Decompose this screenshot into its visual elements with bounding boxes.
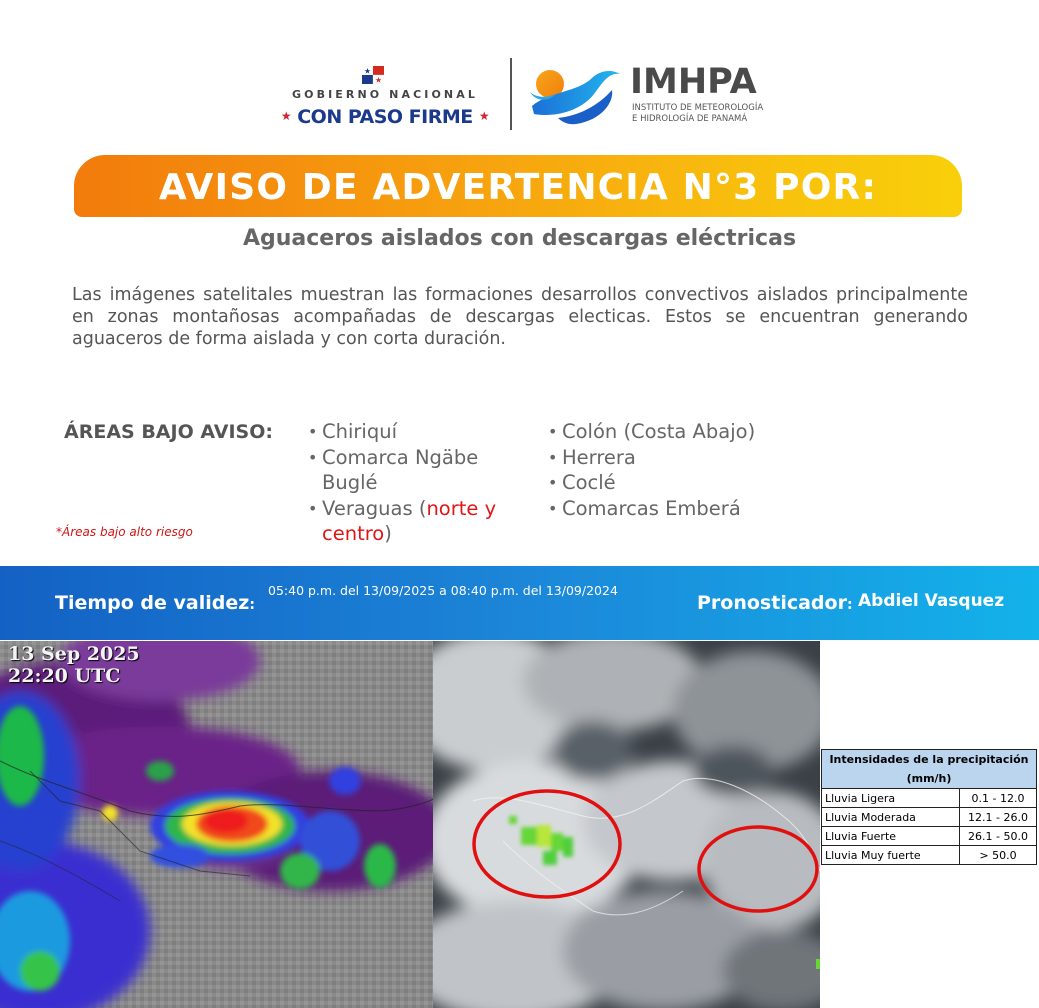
- warning-banner: [74, 155, 962, 217]
- gobierno-nacional-logo: [276, 64, 494, 128]
- imhpa-name: IMHPA: [630, 62, 757, 102]
- legend-label: Lluvia Ligera: [822, 789, 960, 808]
- gov-line2: [276, 106, 494, 128]
- legend-header-row: [822, 750, 1037, 789]
- legend-row: [822, 846, 1037, 865]
- gov-line1: GOBIERNO NACIONAL: [292, 88, 478, 101]
- warning-title: AVISO DE ADVERTENCIA N°3 POR:: [158, 167, 878, 208]
- warning-subtitle: Aguaceros aislados con descargas eléctricas: [242, 226, 797, 251]
- star-icon: ★: [478, 109, 490, 123]
- precipitation-legend: [821, 749, 1037, 865]
- validity-value: 05:40 p.m. del 13/09/2025 a 08:40 p.m. del 13/09/2024: [268, 583, 618, 598]
- satellite-date: 13 Sep 2025: [8, 643, 140, 665]
- area-item: • Chiriquí: [308, 419, 523, 445]
- legend-label: Lluvia Moderada: [822, 808, 960, 827]
- legend-row: [822, 827, 1037, 846]
- validity-strip: [0, 566, 1039, 640]
- area-item: • Colón (Costa Abajo): [548, 419, 788, 445]
- warning-description: Las imágenes satelitales muestran las formaciones desarrollos convectivos aislados principalmente en zonas montañosas acompañadas de descargas electicas. Estos se encuentran generando aguaceros de forma aislada y con corta duración.: [72, 285, 968, 349]
- forecaster-name: Abdiel Vasquez: [858, 591, 1005, 611]
- legend-range: 12.1 - 26.0: [960, 808, 1037, 827]
- gov-slogan: CON PASO FIRME: [297, 106, 473, 128]
- legend-label: Lluvia Muy fuerte: [822, 846, 960, 865]
- logo-divider: [510, 58, 512, 130]
- area-item: • Comarcas Emberá: [548, 496, 788, 522]
- veraguas-close: ): [384, 522, 392, 545]
- star-icon: ★: [280, 109, 292, 123]
- area-item-veraguas: [308, 496, 523, 547]
- legend-label: Lluvia Fuerte: [822, 827, 960, 846]
- areas-list-2: [548, 419, 788, 521]
- visible-satellite-map: [433, 641, 820, 1008]
- legend-range: > 50.0: [960, 846, 1037, 865]
- imhpa-sub-line1: INSTITUTO DE METEOROLOGÍA: [632, 103, 764, 113]
- satellite-visible-image: [433, 641, 820, 1008]
- panama-flag-icon: [362, 66, 384, 84]
- veraguas-text: Veraguas (: [322, 496, 427, 520]
- satellite-time: 22:20 UTC: [8, 665, 121, 687]
- veraguas-high-risk: norte y centro: [322, 496, 497, 545]
- validity-label: Tiempo de validez:: [55, 592, 255, 614]
- areas-list-1: [308, 419, 523, 547]
- imhpa-sub-line2: E HIDROLOGÍA DE PANAMÁ: [632, 114, 748, 124]
- ir-satellite-map: [0, 641, 433, 1008]
- legend-row: [822, 789, 1037, 808]
- imhpa-logo-icon: [528, 62, 624, 128]
- legend-range: 0.1 - 12.0: [960, 789, 1037, 808]
- forecaster-label: Pronosticador:: [697, 592, 853, 614]
- risk-note: *Áreas bajo alto riesgo: [56, 525, 193, 539]
- areas-label: ÁREAS BAJO AVISO:: [64, 421, 273, 443]
- legend-row: [822, 808, 1037, 827]
- area-item: • Comarca Ngäbe Buglé: [308, 445, 523, 496]
- satellite-ir-image: [0, 641, 433, 1008]
- area-item: • Herrera: [548, 445, 788, 471]
- imhpa-subtitle: [632, 103, 763, 125]
- legend-range: 26.1 - 50.0: [960, 827, 1037, 846]
- legend-title: Intensidades de la precipitación (mm/h): [822, 750, 1037, 789]
- area-item: • Coclé: [548, 470, 788, 496]
